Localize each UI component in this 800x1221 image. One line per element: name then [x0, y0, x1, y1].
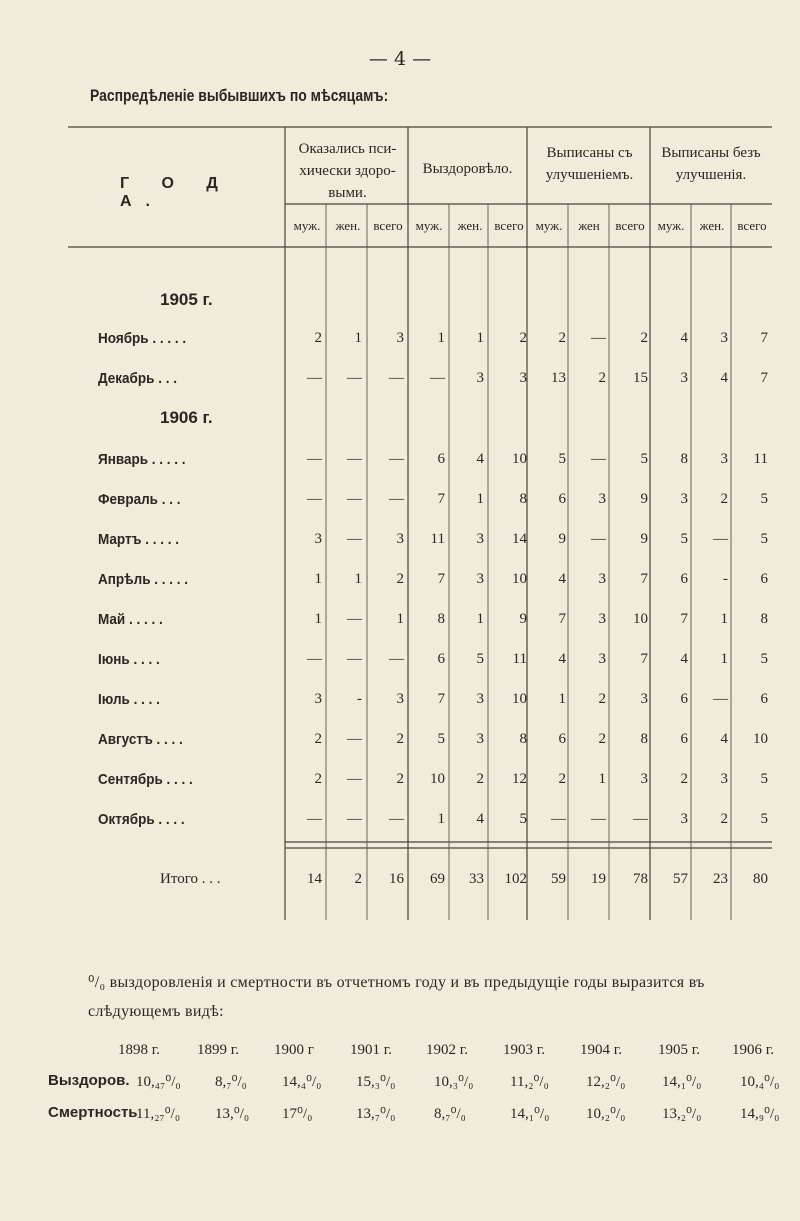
table-cell: 1 [598, 771, 606, 787]
header-group-improved: Выписаны съ улучшеніемъ. [545, 145, 634, 183]
table-cell: 3 [598, 651, 606, 667]
stats-value: 10,₄₇⁰/₀ [136, 1074, 181, 1090]
table-cell: 15 [633, 370, 648, 386]
table-cell: 6 [558, 731, 566, 747]
header-group-healthy: Оказались пси- хически здоро- выми. [298, 141, 397, 201]
table-cell: 1 [558, 691, 566, 707]
table-cell: 2 [680, 771, 688, 787]
table-cell: 8 [519, 491, 527, 507]
table-cell: 1 [720, 651, 728, 667]
stats-value: 12,₂⁰/₀ [586, 1074, 626, 1090]
table-cell: 3 [396, 330, 404, 346]
table-cell: — [430, 370, 445, 386]
table-cell: — [389, 370, 404, 386]
table-heading: Распредѣленіе выбывшихъ по мѣсяцамъ: [90, 86, 389, 105]
stats-paragraph: ⁰/₀ выздоровленія и смертности въ отчетномъ году и въ предыдущіе годы выразится въ слѣдующемъ видѣ: [88, 974, 705, 1020]
table-cell: 9 [640, 531, 648, 547]
table-cell: 14 [512, 531, 527, 547]
subheader-0: муж. [293, 218, 321, 233]
table-cell: — [347, 491, 362, 507]
month-label: Іюнь . . . . [98, 651, 160, 668]
total-cell: 23 [713, 871, 728, 887]
table-cell: 5 [437, 731, 445, 747]
table-cell: 2 [640, 330, 648, 346]
table-cell: 10 [633, 611, 648, 627]
table-cell: 2 [720, 491, 728, 507]
table-cell: 7 [760, 330, 768, 346]
subheader-3: муж. [415, 218, 443, 233]
stats-value: 8,₇⁰/₀ [215, 1074, 247, 1090]
table-cell: 11 [512, 651, 527, 667]
stats-year: 1902 г. [426, 1042, 468, 1058]
table-cell: 6 [558, 491, 566, 507]
table-cell: — [389, 491, 404, 507]
table-cell: 3 [314, 531, 322, 547]
table-cell: 10 [753, 731, 768, 747]
month-label: Май . . . . . [98, 611, 163, 628]
table-cell: — [307, 370, 322, 386]
subheader-9: муж. [657, 218, 685, 233]
table-cell: 2 [476, 771, 484, 787]
subheader-1: жен. [335, 218, 361, 233]
table-cell: 5 [760, 811, 768, 827]
table-cell: 6 [760, 691, 768, 707]
total-cell: 80 [753, 871, 768, 887]
stats-row-label: Выздоров. [48, 1072, 130, 1089]
month-label: Январь . . . . . [98, 451, 186, 468]
stats-value: 14,₁⁰/₀ [510, 1106, 550, 1122]
stats-year: 1903 г. [503, 1042, 545, 1058]
stats-value: 13,⁰/₀ [215, 1106, 250, 1122]
table-cell: 3 [598, 611, 606, 627]
stats-year: 1900 г [274, 1042, 314, 1058]
subheader-4: жен. [457, 218, 483, 233]
table-cell: 9 [640, 491, 648, 507]
header-years: Г О Д А. [120, 175, 232, 210]
table-cell: 3 [314, 691, 322, 707]
table-cell: 13 [551, 370, 566, 386]
table-cell: 6 [680, 731, 688, 747]
subheader-10: жен. [699, 218, 725, 233]
table-cell: 2 [396, 771, 404, 787]
table-cell: 3 [640, 691, 648, 707]
month-label: Декабрь . . . [98, 370, 177, 387]
table-cell: 3 [476, 571, 484, 587]
subheader-11: всего [737, 218, 767, 233]
stats-value: 10,₃⁰/₀ [434, 1074, 474, 1090]
subheader-6: муж. [535, 218, 563, 233]
table-cell: - [357, 691, 362, 707]
table-cell: 6 [437, 451, 445, 467]
table-cell: 10 [512, 691, 527, 707]
table-cell: 7 [437, 491, 445, 507]
total-cell: 59 [551, 871, 566, 887]
year-label-1905: 1905 г. [160, 290, 213, 309]
month-label: Іюль . . . . [98, 691, 160, 708]
table-cell: 10 [512, 571, 527, 587]
table-cell: 2 [314, 731, 322, 747]
month-label: Сентябрь . . . . [98, 771, 193, 788]
table-cell: 5 [760, 771, 768, 787]
month-label: Октябрь . . . . [98, 811, 185, 828]
total-cell: 69 [430, 871, 445, 887]
stats-value: 13,₂⁰/₀ [662, 1106, 702, 1122]
table-cell: 3 [598, 571, 606, 587]
table-cell: 1 [437, 330, 445, 346]
table-cell: 7 [680, 611, 688, 627]
table-cell: — [591, 811, 606, 827]
total-cell: 102 [504, 871, 527, 887]
table-cell: 1 [476, 611, 484, 627]
table-cell: 4 [680, 651, 688, 667]
table-cell: 2 [720, 811, 728, 827]
table-cell: 6 [680, 691, 688, 707]
year-label-1906: 1906 г. [160, 408, 213, 427]
stats-value: 10,₂⁰/₀ [586, 1106, 626, 1122]
subheader-8: всего [615, 218, 645, 233]
table-cell: 5 [476, 651, 484, 667]
table-cell: — [347, 651, 362, 667]
table-cell: 11 [753, 451, 768, 467]
table-cell: 7 [558, 611, 566, 627]
table-cell: 2 [314, 330, 322, 346]
table-cell: 3 [476, 691, 484, 707]
table-cell: 3 [680, 811, 688, 827]
subheader-2: всего [373, 218, 403, 233]
table-cell: — [591, 330, 606, 346]
total-cell: 33 [469, 871, 484, 887]
stats-year: 1901 г. [350, 1042, 392, 1058]
stats-value: 17⁰/₀ [282, 1106, 313, 1122]
table-cell: — [389, 451, 404, 467]
table-cell: 1 [314, 571, 322, 587]
table-cell: — [347, 771, 362, 787]
table-cell: 4 [558, 651, 566, 667]
table-cell: 3 [519, 370, 527, 386]
total-cell: 2 [354, 871, 362, 887]
table-cell: 2 [598, 731, 606, 747]
table-cell: — [713, 531, 728, 547]
table-cell: 1 [476, 491, 484, 507]
table-cell: 2 [558, 771, 566, 787]
table-cell: 4 [720, 731, 728, 747]
stats-year: 1904 г. [580, 1042, 622, 1058]
total-cell: 14 [307, 871, 322, 887]
table-cell: 4 [476, 811, 484, 827]
table-cell: — [347, 451, 362, 467]
month-label: Апрѣль . . . . . [98, 571, 189, 588]
table-cell: 6 [760, 571, 768, 587]
table-cell: 9 [558, 531, 566, 547]
table-cell: 3 [396, 691, 404, 707]
table-cell: — [347, 370, 362, 386]
page-number: — 4 — [368, 48, 432, 70]
table-cell: 10 [512, 451, 527, 467]
table-cell: 1 [396, 611, 404, 627]
stats-value: 14,₁⁰/₀ [662, 1074, 702, 1090]
table-cell: 5 [680, 531, 688, 547]
table-cell: - [723, 571, 728, 587]
table-cell: 4 [680, 330, 688, 346]
table-cell: — [591, 451, 606, 467]
table-cell: 2 [598, 370, 606, 386]
header-group-recovered: Выздоровѣло. [422, 161, 513, 177]
table-cell: 7 [640, 651, 648, 667]
table-cell: 3 [680, 370, 688, 386]
stats-value: 13,₇⁰/₀ [356, 1106, 396, 1122]
table-cell: 1 [720, 611, 728, 627]
stats-value: 10,₄⁰/₀ [740, 1074, 780, 1090]
total-label: Итого . . . [160, 871, 221, 887]
table-cell: 12 [512, 771, 527, 787]
table-cell: — [591, 531, 606, 547]
table-cell: 2 [396, 731, 404, 747]
table-cell: 3 [720, 771, 728, 787]
month-label: Августъ . . . . [98, 731, 183, 748]
table-cell: 1 [354, 330, 362, 346]
table-cell: — [307, 451, 322, 467]
table-cell: 2 [598, 691, 606, 707]
table-cell: 1 [437, 811, 445, 827]
table-cell: 2 [558, 330, 566, 346]
table-cell: 8 [680, 451, 688, 467]
table-cell: 3 [476, 370, 484, 386]
table-cell: 2 [519, 330, 527, 346]
table-cell: 3 [598, 491, 606, 507]
table-cell: 7 [437, 571, 445, 587]
subheader-5: всего [494, 218, 524, 233]
table-cell: — [389, 651, 404, 667]
table-cell: — [347, 811, 362, 827]
table-cell: 8 [760, 611, 768, 627]
table-cell: 9 [519, 611, 527, 627]
table-cell: 2 [314, 771, 322, 787]
table-cell: 4 [476, 451, 484, 467]
table-cell: 3 [680, 491, 688, 507]
table-cell: 8 [437, 611, 445, 627]
stats-value: 14,₉⁰/₀ [740, 1106, 780, 1122]
month-label: Мартъ . . . . . [98, 531, 179, 548]
total-cell: 57 [673, 871, 688, 887]
table-cell: 3 [396, 531, 404, 547]
header-group-unimproved: Выписаны безъ улучшенія. [661, 145, 761, 183]
table-cell: 3 [720, 451, 728, 467]
table-cell: 1 [314, 611, 322, 627]
table-cell: 5 [760, 531, 768, 547]
table-cell: 5 [640, 451, 648, 467]
table-cell: — [347, 611, 362, 627]
table-cell: 1 [354, 571, 362, 587]
table-cell: 7 [760, 370, 768, 386]
stats-value: 14,₄⁰/₀ [282, 1074, 322, 1090]
table-cell: — [633, 811, 648, 827]
table-cell: 10 [430, 771, 445, 787]
table-cell: 8 [640, 731, 648, 747]
table-cell: — [347, 531, 362, 547]
table-cell: 11 [430, 531, 445, 547]
table-cell: 5 [760, 491, 768, 507]
stats-value: 11,₂⁰/₀ [510, 1074, 549, 1090]
table-cell: — [551, 811, 566, 827]
table-cell: 7 [437, 691, 445, 707]
table-cell: 3 [476, 731, 484, 747]
table-cell: — [389, 811, 404, 827]
table-cell: 5 [558, 451, 566, 467]
table-cell: 2 [396, 571, 404, 587]
stats-year: 1898 г. [118, 1042, 160, 1058]
table-cell: — [713, 691, 728, 707]
total-cell: 19 [591, 871, 606, 887]
table-cell: 3 [640, 771, 648, 787]
table-cell: 3 [476, 531, 484, 547]
table-cell: 3 [720, 330, 728, 346]
table-cell: 5 [760, 651, 768, 667]
month-label: Ноябрь . . . . . [98, 330, 187, 347]
table-cell: 8 [519, 731, 527, 747]
month-label: Февраль . . . [98, 491, 181, 508]
stats-row-label: Смертность [48, 1104, 138, 1121]
total-cell: 16 [389, 871, 404, 887]
stats-value: 15,₃⁰/₀ [356, 1074, 396, 1090]
table-cell: 4 [720, 370, 728, 386]
stats-value: 8,₇⁰/₀ [434, 1106, 466, 1122]
stats-value: 11,₂₇⁰/₀ [136, 1106, 181, 1122]
stats-year: 1899 г. [197, 1042, 239, 1058]
table-cell: — [307, 811, 322, 827]
table-cell: 4 [558, 571, 566, 587]
table-cell: — [307, 491, 322, 507]
stats-year: 1906 г. [732, 1042, 774, 1058]
table-cell: — [307, 651, 322, 667]
table-cell: 5 [519, 811, 527, 827]
table-cell: 7 [640, 571, 648, 587]
subheader-7: жен [578, 218, 600, 233]
table-cell: 6 [437, 651, 445, 667]
table-cell: 6 [680, 571, 688, 587]
stats-year: 1905 г. [658, 1042, 700, 1058]
table-cell: — [347, 731, 362, 747]
table-cell: 1 [476, 330, 484, 346]
total-cell: 78 [633, 871, 648, 887]
